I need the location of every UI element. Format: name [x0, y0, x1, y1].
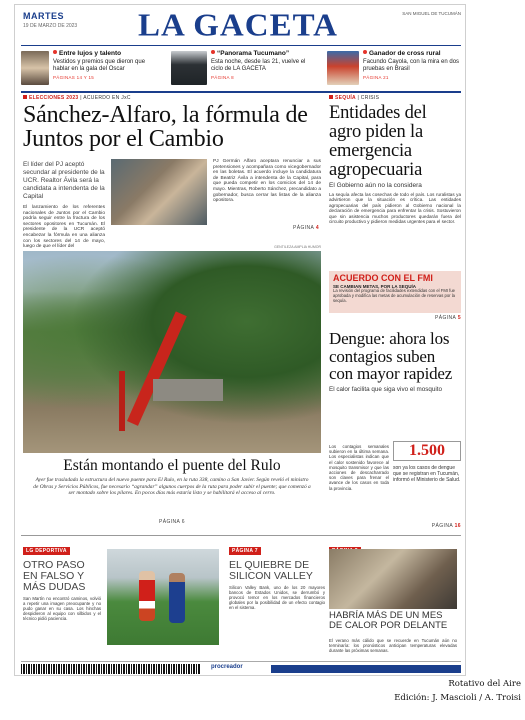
- soccer-photo: [107, 549, 219, 645]
- teaser-cross-thumb: [327, 51, 359, 85]
- fmi-title: ACUERDO CON EL FMI: [333, 273, 433, 283]
- barcode: [21, 664, 201, 674]
- silicon-story[interactable]: [229, 539, 325, 659]
- silicon-body: Silicon Valley Bank, uno de los 20 mayores bancos de Estados Unidos, se derrumbó y provocó temor en los mercados financieros globales por la posibilidad de un efecto contagio en el sistema.: [229, 585, 325, 610]
- lead-kicker: ELECCIONES 2023 | ACUERDO EN JxC: [23, 95, 321, 101]
- teaser-body: Vestidos y premios que dieron que hablar en la gala del Oscar: [53, 59, 146, 72]
- fmi-box[interactable]: [329, 271, 461, 313]
- dengue-body: Los contagios semanales subieron en la última semana. Los especialistas indican que el calor sostenido favorece al mosquito transmisor y que las acciones de descacharrado son claves para frenar el avance de los casos en toda la provincia.: [329, 444, 389, 491]
- silicon-tag: PÁGINA 7: [229, 547, 261, 555]
- lead-page-ref: PÁGINA 4: [292, 225, 319, 231]
- bridge-caption: Ayer fue trasladada la estructura del nuevo puente para El Rulo, en la ruta 338, camino a San Javier. Según reveló el ministro de Obras y Servicios Públicos, fue necesario “agrandar” algunos cuerpos de la ruta para poder subir el puente; que comenzó a ser montado sobre los pilares. En pocos días más estaría listo y se habilitará el acceso al cerro.: [33, 477, 311, 497]
- bridge-page-ref: PÁGINA 6: [159, 519, 185, 525]
- kicker-square-icon: [329, 95, 333, 99]
- fmi-subtitle: SE CAMBIAN METAS, POR LA SEQUÍA: [333, 284, 417, 289]
- heat-body: El verano más cálido que se recuerde en Tucumán aún no terminaría: los pronósticos anticipan temperaturas elevadas durante las próximas semanas.: [329, 638, 457, 653]
- sports-body: San Martín no encontró caminos, volvió a repetir una imagen preocupante y no pudo ganar en su casa. Los hinchas despidieron al equipo con silbidos y el técnico pidió paciencia.: [23, 596, 101, 621]
- silicon-headline: EL QUIEBRE DE SILICON VALLEY: [229, 559, 313, 582]
- heat-headline: HABRÍA MÁS DE UN MES DE CALOR POR DELANTE: [329, 610, 448, 631]
- teaser-rule: [21, 91, 461, 93]
- dengue-page-ref: PÁGINA 16: [431, 523, 461, 529]
- lead-photo: [111, 159, 207, 225]
- agro-deck: El Gobierno aún no la considera: [329, 182, 422, 189]
- sports-tag: LG DEPORTIVA: [23, 547, 70, 555]
- kicker-square-icon: [23, 95, 27, 99]
- teaser-panorama-thumb: [171, 51, 207, 85]
- footer-ad-bar: [271, 665, 461, 673]
- bridge-story: [23, 245, 321, 531]
- bullet-icon: [53, 50, 57, 54]
- agro-headline[interactable]: Entidades del agro piden la emergencia agropecuaria: [329, 103, 427, 180]
- teaser-page: PÁGINA 8: [211, 75, 234, 80]
- bridge-structure: [153, 379, 223, 401]
- teaser-oscar[interactable]: [21, 49, 161, 89]
- masthead-meta: SAN MIGUEL DE TUCUMÁN: [402, 11, 461, 16]
- agro-story: [329, 95, 461, 267]
- bridge-photo: [23, 251, 321, 453]
- credit-program: Rotativo del Aire: [448, 679, 521, 689]
- lead-subheadline: El líder del PJ aceptó secundar al presidente de la UCR. Realtor Ávila será la candidata a intendenta de la Capital: [23, 161, 105, 200]
- teaser-body: Facundo Cayola, con la mira en dos pruebas en Brasil: [363, 59, 460, 72]
- footer-brand: procreador: [211, 664, 243, 670]
- teaser-title: Ganador de cross rural: [369, 50, 441, 57]
- footer-ad: [21, 661, 461, 675]
- lead-column-1: El lanzamiento de los referentes nacionales de Juntos por el Cambio podría seguir entre la fractura de los sectores opositores en Tucumán. El presidente de la UCR aceptó encabezar la fórmula en una alianza con los sectores del 14 de mayo, luego de que el líder del: [23, 205, 105, 250]
- agro-body: La sequía afecta las cosechas de todo el país. Los ruralistas ya advirtieron que la situación es crítica. Las entidades agropecuarias del país pidieron al Gobierno nacional la declaración de emergencia para enfrentar la crisis. Sostuvieron que sin asistencia muchos productores quedarán fuera del circuito productivo y pidieron medidas urgentes para el sector.: [329, 192, 461, 225]
- bottom-rule: [21, 535, 461, 536]
- bullet-icon: [211, 50, 215, 54]
- lead-column-2: PJ Germán Alfaro aceptara renunciar a sus pretensiones y acompañara como vicegobernador en las boletas. El acuerdo incluye la candidatura de Beatriz Ávila a intendenta de la Capital, para que pueda competir en los comicios del 14 de mayo. Mientras, Roberto Sánchez, precandidato a gobernador, busca cerrar las listas de la alianza opositora.: [213, 159, 321, 204]
- dengue-story: [329, 327, 461, 533]
- crane-arm: [127, 311, 187, 426]
- player-blue: [169, 573, 185, 623]
- credit-edition: Edición: J. Mascioli / A. Troisi: [394, 693, 521, 703]
- fmi-body: La revisión del programa de facilidades extendidas con el FMI fue aprobada y modifica las metas de acumulación de reservas por la sequía.: [333, 288, 455, 303]
- dengue-headline[interactable]: Dengue: ahora los contagios suben con mayor rapidez: [329, 329, 453, 383]
- agro-kicker: SEQUÍA | CRISIS: [329, 95, 461, 101]
- teaser-cross[interactable]: [327, 49, 461, 89]
- sports-photo-wrap: [23, 539, 223, 659]
- newspaper-front-page: [14, 4, 466, 676]
- dengue-deck: El calor facilita que siga vivo el mosquito: [329, 385, 443, 393]
- teaser-title: Entre lujos y talento: [59, 50, 122, 57]
- bullet-icon: [363, 50, 367, 54]
- teaser-panorama[interactable]: [171, 49, 317, 89]
- sports-headline: OTRO PASO EN FALSO Y MÁS DUDAS: [23, 559, 86, 593]
- teaser-body: Esta noche, desde las 21, vuelve el ciclo de LA GACETA: [211, 59, 306, 72]
- heat-photo: [329, 549, 457, 609]
- teaser-page: PÁGINAS 14 Y 15: [53, 75, 95, 80]
- masthead-day: MARTES: [23, 11, 64, 21]
- right-column: [329, 95, 461, 533]
- heat-story[interactable]: [329, 539, 461, 659]
- teaser-strip: [21, 47, 461, 89]
- masthead: [21, 9, 461, 45]
- teaser-oscar-thumb: [21, 51, 49, 85]
- dengue-case-count: 1.500: [393, 441, 461, 461]
- player-red: [139, 571, 155, 621]
- dengue-case-text: son ya los casos de dengue que se registran en Tucumán, informó el Ministerio de Salud.: [393, 465, 461, 483]
- masthead-date: 19 DE MARZO DE 2023: [23, 23, 78, 29]
- lead-headline[interactable]: Sánchez-Alfaro, la fórmula de Juntos por el Cambio: [23, 102, 308, 152]
- teaser-page: PÁGINA 21: [363, 75, 389, 80]
- teaser-title: “Panorama Tucumano”: [217, 50, 290, 57]
- newspaper-logo: LA GACETA: [137, 8, 338, 44]
- bridge-headline[interactable]: Están montando el puente del Rulo: [63, 457, 281, 474]
- masthead-rule: [21, 45, 461, 46]
- crane-base: [119, 371, 125, 431]
- photo-credit: GENTILEZA AMPLIA HUMOR: [274, 245, 321, 249]
- fmi-page-ref: PÁGINA 5: [434, 315, 461, 321]
